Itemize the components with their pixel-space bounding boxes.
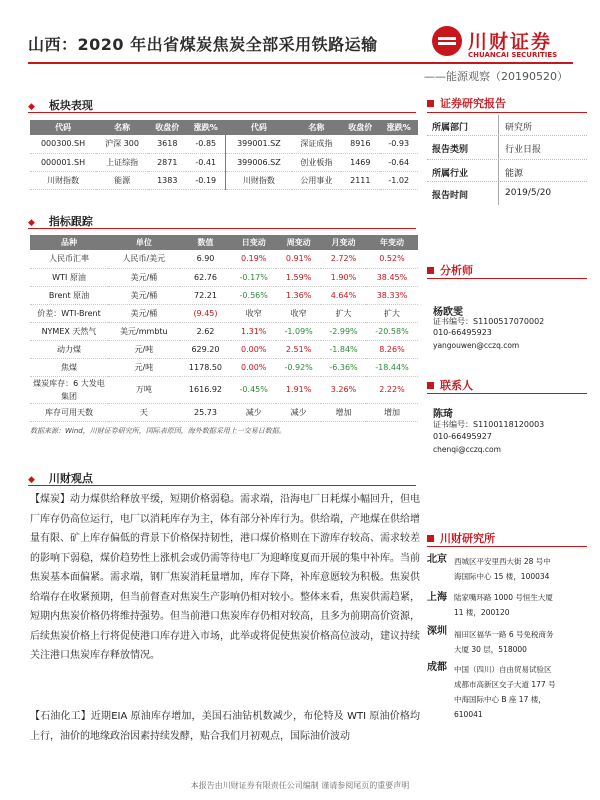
- indicator-cell: 3.26%: [321, 376, 366, 403]
- square-icon: [427, 100, 434, 107]
- report-title: 山西：2020 年出省煤炭焦炭全部采用铁路运输: [28, 35, 378, 54]
- indicator-cell: 4.64%: [321, 286, 366, 304]
- meta-date-value: 2019/5/20: [505, 188, 552, 198]
- indicator-cell: 美元/桶: [108, 268, 180, 286]
- square-icon: [427, 382, 434, 389]
- indicator-cell: 0.00%: [231, 358, 276, 376]
- indicator-cell: 6.90: [180, 250, 232, 268]
- sidebar-report-rule: [427, 112, 587, 113]
- indicator-row: [30, 286, 418, 304]
- office-address-beijing: 西城区平安里西大街 28 号中 海国际中心 15 楼，100034: [454, 557, 551, 581]
- board-header-cell: 收盘价: [341, 120, 379, 135]
- indicator-row: [30, 268, 418, 286]
- indicator-header-cell: 月变动: [321, 235, 366, 250]
- board-cell: 创业板指: [292, 153, 341, 171]
- indicator-cell: -0.56%: [231, 286, 276, 304]
- board-cell: 1469: [341, 153, 379, 171]
- indicator-header-cell: 日变动: [231, 235, 276, 250]
- sidebar-report-heading: [427, 95, 506, 111]
- board-cell: 川财指数: [226, 171, 292, 189]
- analyst-email[interactable]: yangouwen@cczq.com: [433, 341, 520, 350]
- board-cell: 川财指数: [30, 171, 96, 189]
- indicator-cell: 美元/桶: [108, 286, 180, 304]
- indicator-cell: 人民币/美元: [108, 250, 180, 268]
- board-cell: 2111: [341, 171, 379, 189]
- section-indicators-title: 指标跟踪: [48, 215, 93, 228]
- contact-name: 陈琦: [433, 409, 453, 420]
- indicator-cell: NYMEX 天然气: [30, 322, 108, 340]
- indicator-row: [30, 403, 418, 421]
- board-cell: 1383: [148, 171, 186, 189]
- section-view-title: 川财观点: [48, 472, 93, 485]
- data-source-note: 数据来源：Wind，川财证券研究所，国际表原因，海外数据采用上一交易日数据。: [30, 427, 286, 435]
- board-cell: 399006.SZ: [226, 153, 292, 171]
- board-cell: 上证综指: [96, 153, 148, 171]
- indicator-cell: 0.52%: [366, 250, 418, 268]
- meta-dept-label: 所属部门: [432, 123, 469, 133]
- indicator-header-cell: 单位: [108, 235, 180, 250]
- indicator-cell: 美元/mmbtu: [108, 322, 180, 340]
- board-row: [30, 135, 418, 153]
- office-city-chengdu: 成都: [427, 662, 447, 673]
- sidebar-divider: [498, 115, 499, 205]
- indicator-header-cell: 年变动: [366, 235, 418, 250]
- petrochem-paragraph: 【石油化工】近期EIA 原油库存增加，美国石油钻机数减少，布伦特及 WTI 原油价格均上行，油价的地缘政治因素持续发酵，贴合我们月初观点，国际油价波动: [30, 711, 420, 742]
- coal-paragraph: 【煤炭】动力煤供给释放平缓，短期价格弱稳。需求端，沿海电厂日耗煤小幅回升，但电厂库存仍高位运行，电厂以消耗库存为主，体有部分补库行为。供给端，产地煤在供给增量有限、矿上库存偏低的背景下价格保持韧性，港口煤价格则在下游库存较高、需求较差的影响下弱稳，煤价趋势性上涨机会或仍需等待电厂为迎峰度夏而开展的集中补库。当前焦炭基本面偏紧。需求端，钢厂焦炭消耗量增加，库存下降，补库意愿较为积极。焦炭供给端存在收紧预期，但当前督查对焦炭生产影响仍相对较小。整体来看，焦炭供需趋紧，短期内焦炭价格仍将维持强势。但当前港口焦炭库存仍相对较高，且多为前期高价资源，后续焦炭价格上行将促使港口库存进入市场，此举或将促使焦炭价格高位波动，建议持续关注港口焦炭库存释放情况。: [30, 494, 420, 661]
- analyst-phone: 010-66495923: [433, 328, 492, 337]
- indicator-cell: -6.36%: [321, 358, 366, 376]
- board-cell: -0.85: [186, 135, 225, 153]
- board-header-cell: 代码: [30, 120, 96, 135]
- indicator-cell: 收窄: [276, 304, 321, 322]
- board-cell: 公用事业: [292, 171, 341, 189]
- indicator-cell: -1.09%: [276, 322, 321, 340]
- board-row: [30, 153, 418, 171]
- report-header: [0, 0, 600, 95]
- indicator-cell: -2.99%: [321, 322, 366, 340]
- indicator-cell: 扩大: [366, 304, 418, 322]
- indicator-cell: 1.59%: [276, 268, 321, 286]
- meta-category-label: 报告类别: [432, 145, 469, 155]
- board-row: [30, 171, 418, 189]
- office-address-chengdu: 中国（四川）自由贸易试验区 成都市高新区交子大道 177 号 中海国际中心 B 座 17 楼， 610041: [454, 665, 556, 719]
- board-cell: 399001.SZ: [226, 135, 292, 153]
- board-header-cell: 代码: [226, 120, 292, 135]
- section-view-rule: [28, 485, 416, 486]
- indicator-tracking-table: [30, 235, 418, 422]
- report-subtitle: ——能源观察（20190520）: [424, 70, 568, 83]
- board-cell: 深证成指: [292, 135, 341, 153]
- indicator-cell: 1.90%: [321, 268, 366, 286]
- meta-category-value: 行业日报: [505, 145, 542, 155]
- indicator-cell: 0.19%: [231, 250, 276, 268]
- diamond-icon: ◆: [28, 475, 35, 485]
- indicator-cell: -18.44%: [366, 358, 418, 376]
- indicator-row: [30, 304, 418, 322]
- meta-date-label: 报告时间: [432, 191, 469, 201]
- sidebar-analyst-rule: [427, 278, 587, 279]
- board-header-cell: 收盘价: [148, 120, 186, 135]
- indicator-cell: 焦煤: [30, 358, 108, 376]
- indicator-header-cell: 品种: [30, 235, 108, 250]
- indicator-cell: 天: [108, 403, 180, 421]
- board-cell: -0.19: [186, 171, 225, 189]
- brand-logo-icon: [432, 26, 462, 56]
- sidebar-contact-rule: [427, 393, 587, 394]
- page-footer: 本报告由川财证券有限责任公司编制 谨请参阅尾页的重要声明: [190, 781, 410, 790]
- indicator-cell: -0.92%: [276, 358, 321, 376]
- board-header-cell: 名称: [96, 120, 148, 135]
- indicator-cell: 2.22%: [366, 376, 418, 403]
- indicator-cell: 人民币汇率: [30, 250, 108, 268]
- indicator-cell: 1616.92: [180, 376, 232, 403]
- board-cell: 8916: [341, 135, 379, 153]
- meta-industry-value: 能源: [505, 169, 524, 179]
- meta-separator: [427, 181, 587, 182]
- indicator-cell: 扩大: [321, 304, 366, 322]
- indicator-cell: -1.84%: [321, 340, 366, 358]
- indicator-cell: -20.58%: [366, 322, 418, 340]
- indicator-cell: 动力煤: [30, 340, 108, 358]
- indicator-cell: 62.76: [180, 268, 232, 286]
- meta-separator: [427, 135, 587, 136]
- indicator-cell: (9.45): [180, 304, 232, 322]
- board-performance-table: [30, 120, 418, 190]
- office-address-shanghai: 陆家嘴环路 1000 号恒生大厦 11 楼，200120: [454, 593, 553, 617]
- indicator-cell: 增加: [366, 403, 418, 421]
- indicator-row: [30, 322, 418, 340]
- board-cell: 000001.SH: [30, 153, 96, 171]
- indicator-cell: 38.33%: [366, 286, 418, 304]
- board-cell: 沪深 300: [96, 135, 148, 153]
- diamond-icon: ◆: [28, 102, 35, 112]
- board-cell: 2871: [148, 153, 186, 171]
- board-cell: -0.64: [380, 153, 419, 171]
- indicator-cell: 0.00%: [231, 340, 276, 358]
- sidebar-institute-title: 川财研究所: [440, 532, 495, 545]
- indicator-cell: 减少: [276, 403, 321, 421]
- indicator-cell: WTI 原油: [30, 268, 108, 286]
- sidebar-contact-heading: [427, 377, 473, 393]
- header-divider: [28, 62, 573, 64]
- indicator-cell: 减少: [231, 403, 276, 421]
- contact-email[interactable]: chenqi@cczq.com: [433, 445, 501, 454]
- indicator-cell: 元/吨: [108, 340, 180, 358]
- indicator-cell: 72.21: [180, 286, 232, 304]
- indicator-cell: 煤炭库存：6 大发电集团: [30, 376, 108, 403]
- indicator-cell: 629.20: [180, 340, 232, 358]
- sidebar-analyst-title: 分析师: [440, 264, 473, 277]
- square-icon: [427, 267, 434, 274]
- indicator-row: [30, 376, 418, 403]
- indicator-cell: 38.45%: [366, 268, 418, 286]
- board-cell: -0.93: [380, 135, 419, 153]
- indicator-cell: 美元/桶: [108, 304, 180, 322]
- analyst-cert: 证书编号：S1100517070002: [433, 317, 545, 326]
- brand-name: 川财证券: [468, 31, 553, 53]
- indicator-cell: 价差：WTI-Brent: [30, 304, 108, 322]
- indicator-cell: 0.91%: [276, 250, 321, 268]
- office-city-beijing: 北京: [427, 554, 447, 565]
- brand-name-en: CHUANCAI SECURITIES: [468, 51, 558, 59]
- indicator-cell: 1.36%: [276, 286, 321, 304]
- section-board-rule: [28, 112, 416, 113]
- section-view-heading: [28, 470, 93, 486]
- board-cell: -1.02: [380, 171, 419, 189]
- board-header-cell: 名称: [292, 120, 341, 135]
- contact-cert: 证书编号：S1100118120003: [433, 420, 545, 429]
- indicator-cell: 2.72%: [321, 250, 366, 268]
- indicator-row: [30, 340, 418, 358]
- office-city-shanghai: 上海: [427, 592, 447, 603]
- meta-dept-value: 研究所: [505, 123, 533, 133]
- square-icon: [427, 535, 434, 542]
- section-indicators-rule: [28, 228, 416, 229]
- section-board-title: 板块表现: [48, 99, 93, 112]
- sidebar-report-title: 证券研究报告: [440, 97, 506, 110]
- indicator-header-cell: 周变动: [276, 235, 321, 250]
- meta-separator: [427, 159, 587, 160]
- board-header-cell: 涨跌%: [380, 120, 419, 135]
- indicator-cell: -0.45%: [231, 376, 276, 403]
- board-header-cell: 涨跌%: [186, 120, 225, 135]
- indicator-cell: 万吨: [108, 376, 180, 403]
- indicator-cell: 增加: [321, 403, 366, 421]
- indicator-cell: 收窄: [231, 304, 276, 322]
- board-cell: 000300.SH: [30, 135, 96, 153]
- diamond-icon: ◆: [28, 218, 35, 228]
- indicator-cell: Brent 原油: [30, 286, 108, 304]
- sidebar-institute-rule: [427, 546, 587, 547]
- board-cell: -0.41: [186, 153, 225, 171]
- section-indicators-heading: [28, 213, 93, 229]
- section-board-heading: [28, 97, 93, 113]
- meta-industry-label: 所属行业: [432, 169, 469, 179]
- indicator-cell: 1.31%: [231, 322, 276, 340]
- indicator-cell: 1.91%: [276, 376, 321, 403]
- analyst-name: 杨欧雯: [433, 307, 463, 318]
- contact-phone: 010-66495927: [433, 432, 492, 441]
- indicator-cell: 8.26%: [366, 340, 418, 358]
- indicator-cell: 1178.50: [180, 358, 232, 376]
- sidebar-contact-title: 联系人: [440, 379, 473, 392]
- sidebar-institute-heading: [427, 530, 495, 546]
- indicator-cell: 2.62: [180, 322, 232, 340]
- indicator-cell: 2.51%: [276, 340, 321, 358]
- board-cell: 能源: [96, 171, 148, 189]
- office-city-shenzhen: 深圳: [427, 626, 447, 637]
- indicator-cell: 25.73: [180, 403, 232, 421]
- office-address-shenzhen: 福田区福华一路 6 号免税商务 大厦 30 层，518000: [454, 630, 554, 654]
- indicator-header-cell: 数值: [180, 235, 232, 250]
- indicator-row: [30, 250, 418, 268]
- sidebar-analyst-heading: [427, 262, 473, 278]
- indicator-cell: 元/吨: [108, 358, 180, 376]
- indicator-cell: 库存可用天数: [30, 403, 108, 421]
- indicator-cell: -0.17%: [231, 268, 276, 286]
- indicator-row: [30, 358, 418, 376]
- board-cell: 3618: [148, 135, 186, 153]
